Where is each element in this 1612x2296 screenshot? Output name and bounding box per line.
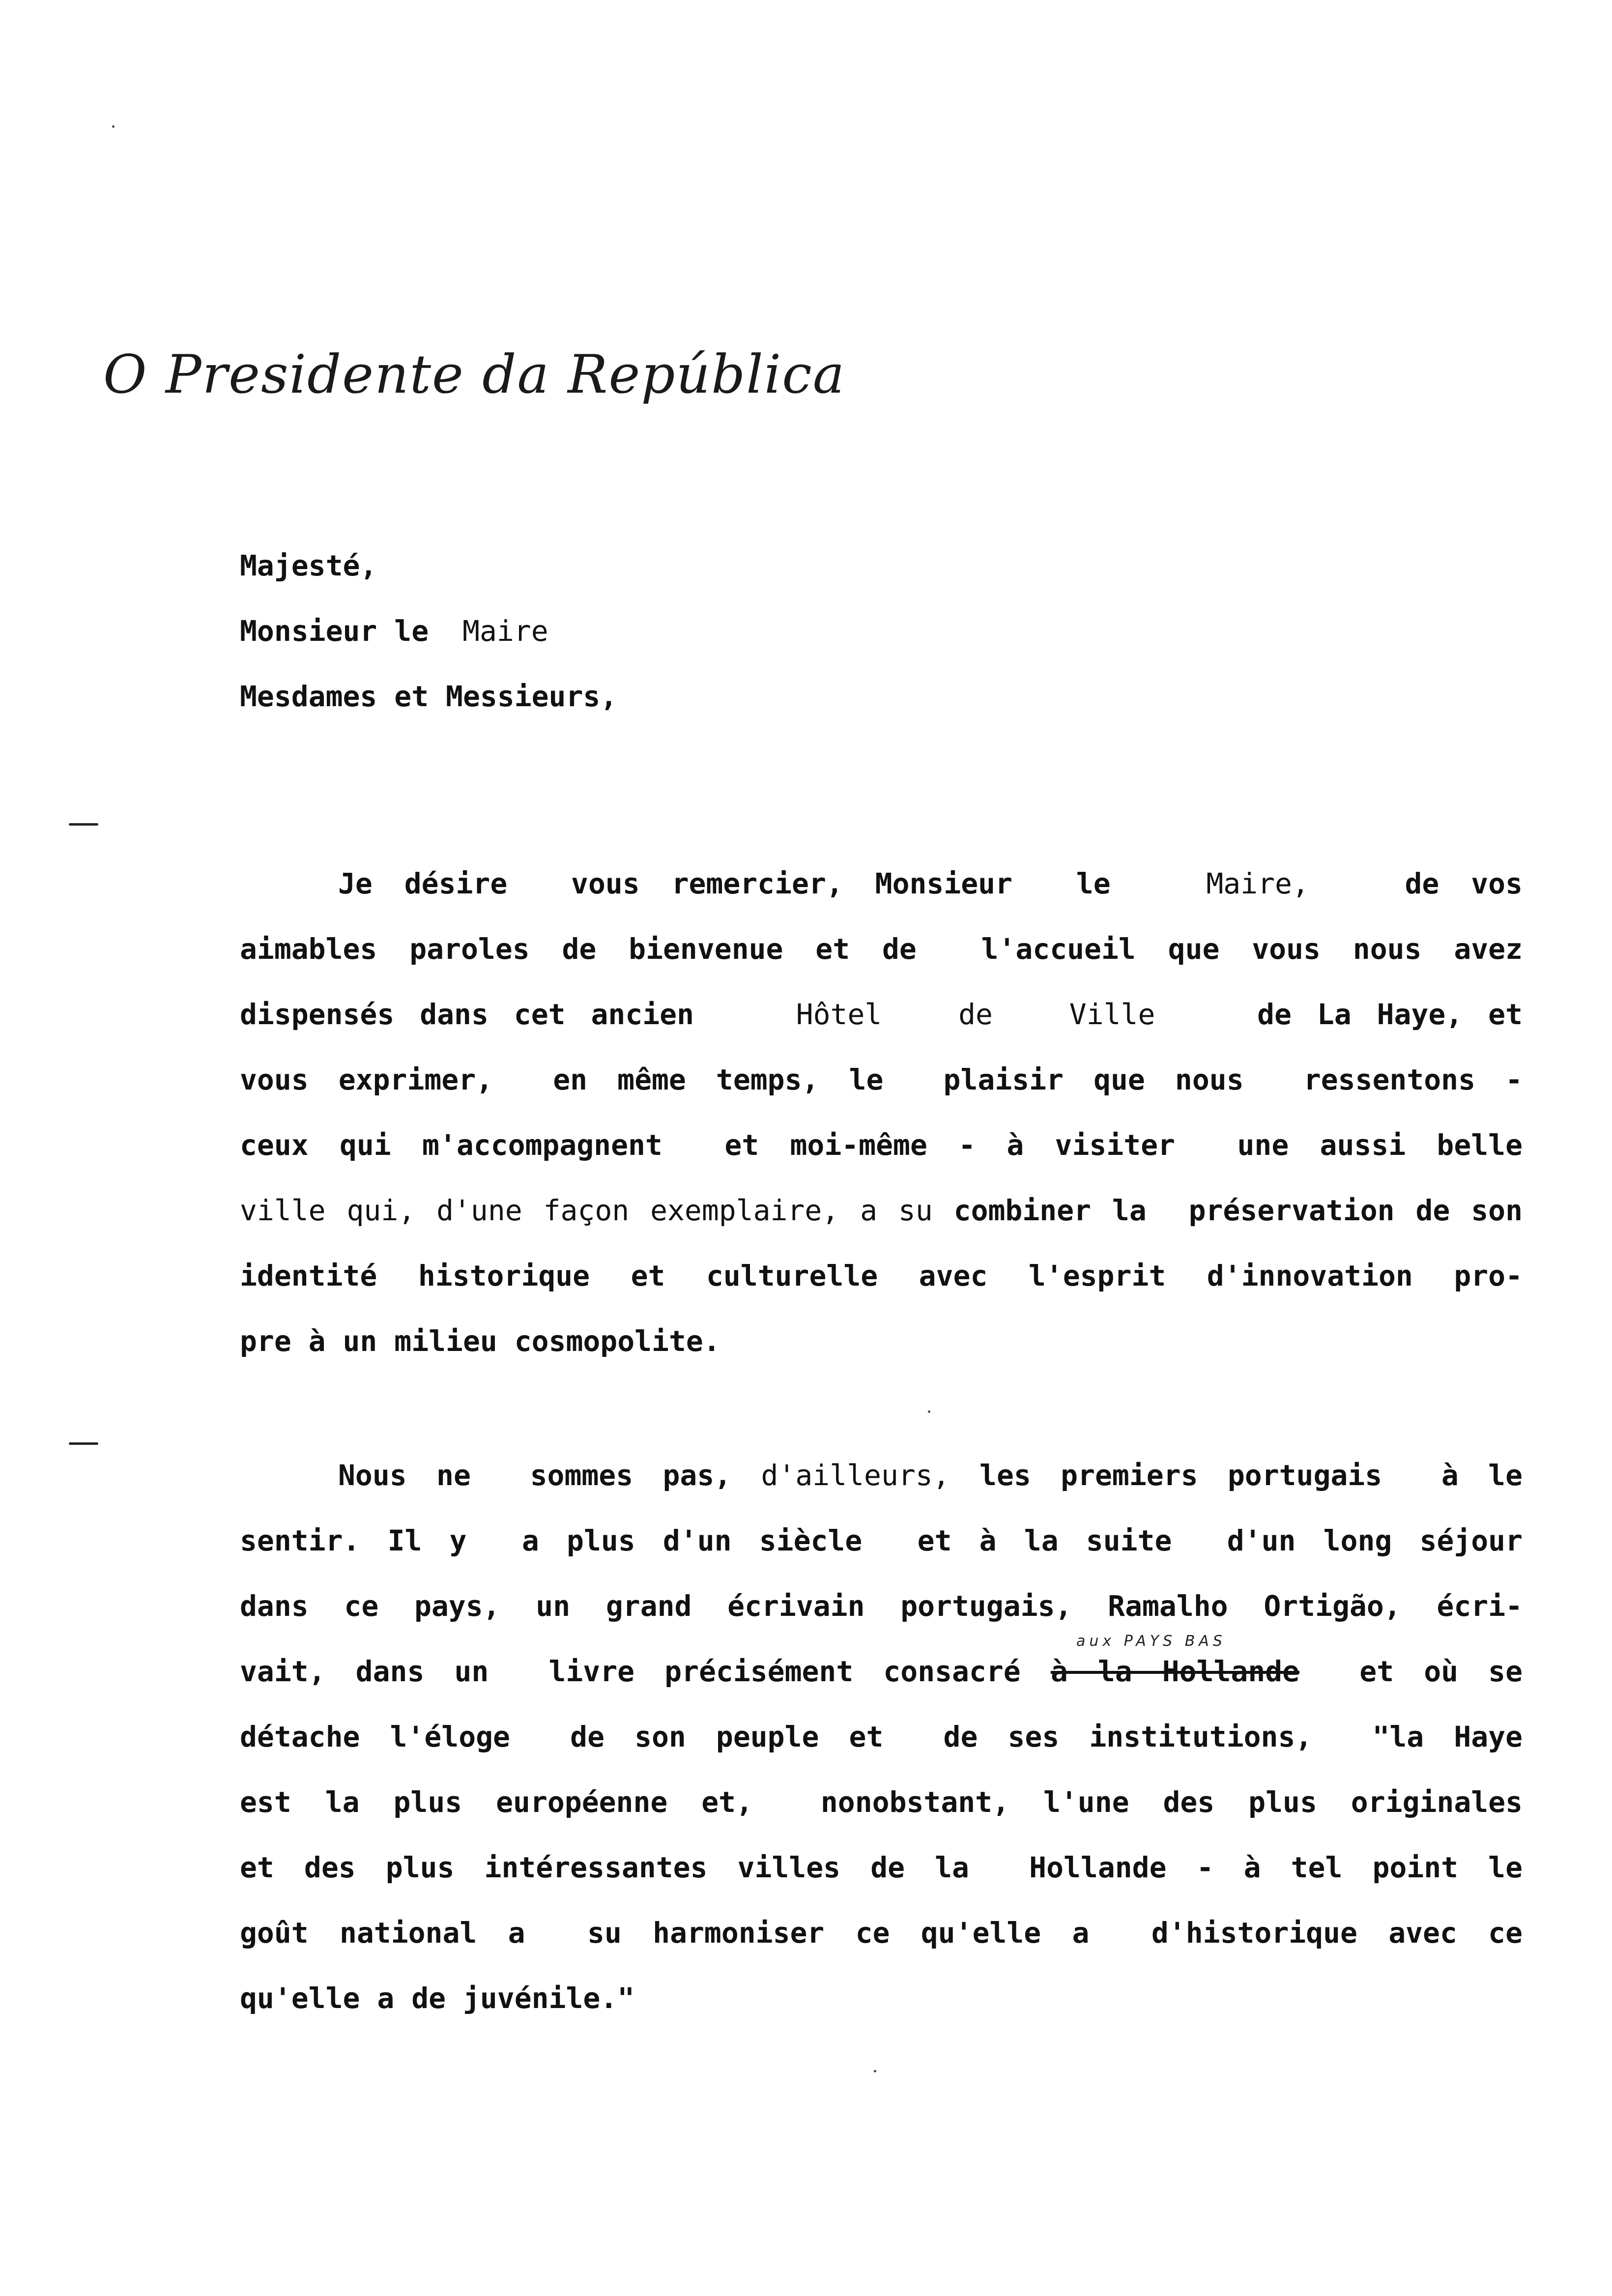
paragraph-2 [240, 1443, 1523, 2031]
text-line: aimables paroles de bienvenue et de l'accueil que vous nous avez [240, 932, 1523, 966]
text-run: et où se [1299, 1655, 1523, 1688]
salutation-block [240, 533, 1518, 729]
text-line [240, 851, 1523, 917]
handwritten-insertion: aux PAYS BAS [1076, 1633, 1226, 1650]
text-line [240, 1178, 1523, 1243]
salutation-line: Mesdames et Messieurs, [240, 680, 618, 713]
text-run: Nous ne sommes pas, [338, 1459, 761, 1492]
text-run: vait, dans un livre précisément consacré [240, 1655, 1051, 1688]
text-line: qu'elle a de juvénile." [240, 1981, 635, 2015]
text-line: dans ce pays, un grand écrivain portugais, Ramalho Ortigão, écri- [240, 1589, 1523, 1623]
text-line: vous exprimer, en même temps, le plaisir que nous ressentons - [240, 1063, 1523, 1096]
text-line: identité historique et culturelle avec l'esprit d'innovation pro- [240, 1259, 1523, 1292]
text-run: de vos [1309, 867, 1523, 900]
struck-text: à la Hollande [1050, 1655, 1300, 1688]
text-line: détache l'éloge de son peuple et de ses institutions, "la Haye [240, 1720, 1523, 1753]
margin-mark [69, 1442, 98, 1445]
text-run: Je désire vous remercier, Monsieur le [338, 867, 1207, 900]
letterhead-title: O Presidente da República [103, 344, 846, 405]
text-line: est la plus européenne et, nonobstant, l'une des plus originales [240, 1785, 1523, 1819]
text-run: dispensés dans cet ancien [240, 998, 796, 1031]
text-line: sentir. Il y a plus d'un siècle et à la suite d'un long séjour [240, 1524, 1523, 1557]
text-run: les premiers portugais à le [950, 1459, 1523, 1492]
text-line: ceux qui m'accompagnent et moi-même - à visiter une aussi belle [240, 1128, 1523, 1162]
text-run: de La Haye, et [1155, 998, 1523, 1031]
scan-speck [112, 125, 115, 128]
text-run: combiner la préservation de son [932, 1194, 1523, 1227]
text-line: pre à un milieu cosmopolite. [240, 1324, 720, 1358]
paragraph-1 [240, 851, 1523, 1374]
text-line [240, 1443, 1523, 1508]
salutation-text: Monsieur le [240, 614, 429, 648]
text-line [240, 1639, 1523, 1704]
margin-mark [69, 823, 98, 826]
text-line: et des plus intéressantes villes de la Hollande - à tel point le [240, 1851, 1523, 1884]
text-run: d'ailleurs, [761, 1459, 950, 1492]
text-line [240, 982, 1523, 1047]
text-run: Maire, [1206, 867, 1309, 900]
text-line: goût national a su harmoniser ce qu'elle a d'historique avec ce [240, 1916, 1523, 1950]
scan-speck [874, 2070, 876, 2072]
text-run: ville qui, d'une façon exemplaire, a su [240, 1194, 933, 1227]
text-run: Hôtel de Ville [796, 998, 1155, 1031]
scan-speck [928, 1410, 930, 1413]
salutation-line [240, 599, 1518, 664]
salutation-line: Majesté, [240, 549, 377, 582]
salutation-text: Maire [462, 614, 548, 648]
